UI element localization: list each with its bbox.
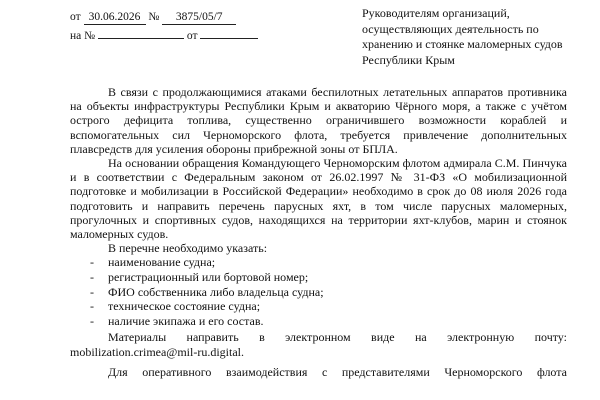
outgoing-number: 3875/05/7 [162, 11, 236, 25]
outgoing-date: 30.06.2026 [84, 11, 146, 25]
list-item: - наименование судна; [90, 255, 216, 270]
bullet-dash-icon: - [90, 313, 94, 328]
bullet-dash-icon: - [90, 284, 94, 299]
paragraph-materials: Материалы направить в электронном виде на электронную почту: mobilization.crimea@mil-ru.digital. [70, 330, 567, 359]
list-item: - регистрационный или бортовой номер; [90, 270, 309, 285]
list-item: - техническое состояние судна; [90, 299, 261, 314]
list-item: - ФИО собственника либо владельца судна; [90, 284, 324, 299]
paragraph-closing: Для оперативного взаимодействия с представителями Черноморского флота [108, 364, 567, 379]
paragraph-context: В связи с продолжающимися атаками беспилотных летательных аппаратов противника на объекты инфраструктуры Республики Крым и акваторию Чёрного моря, а также с учётом острого дефицита топлива, существенно ограничившего возможности кораблей и вспомогательных сил Черноморского флота, требуется привлечение дополнительных плавсредств для усиления обороны прибрежной зоны от БПЛА. [70, 85, 567, 156]
ref-date-blank [200, 25, 258, 39]
ref-number-blank [98, 25, 184, 39]
bullet-dash-icon: - [90, 299, 94, 314]
list-intro: В перечне необходимо указать: [108, 241, 268, 256]
bullet-dash-icon: - [90, 270, 94, 285]
registration-block [70, 10, 270, 44]
from-label: от [70, 11, 81, 23]
addressee: Руководителям организаций, осуществляющих деятельность по хранению и стоянке маломерных судов Республики Крым [362, 6, 563, 67]
ref-label: на № [70, 30, 96, 42]
reference-number-line [70, 25, 270, 44]
letter-body [70, 85, 567, 379]
paragraph-request: На основании обращения Командующего Черноморским флотом адмирала С.М. Пинчука и в соответствии с Федеральным законом от 26.02.1997 № 31-ФЗ «О мобилизационной подготовке и мобилизации в Российской Федерации» необходимо в срок до 08 июля 2026 года подготовить и направить перечень парусных яхт, в том числе парусных маломерных, прогулочных и спортивных судов, находящихся на территории яхт-клубов, марин и стоянок маломерных судов. [70, 156, 567, 242]
outgoing-number-line [70, 10, 270, 25]
bullet-dash-icon: - [90, 255, 94, 270]
list-item: - наличие экипажа и его состав. [90, 313, 264, 328]
ref-from-label: от [186, 30, 198, 42]
required-fields-list [70, 255, 567, 328]
number-sign: № [148, 11, 160, 23]
